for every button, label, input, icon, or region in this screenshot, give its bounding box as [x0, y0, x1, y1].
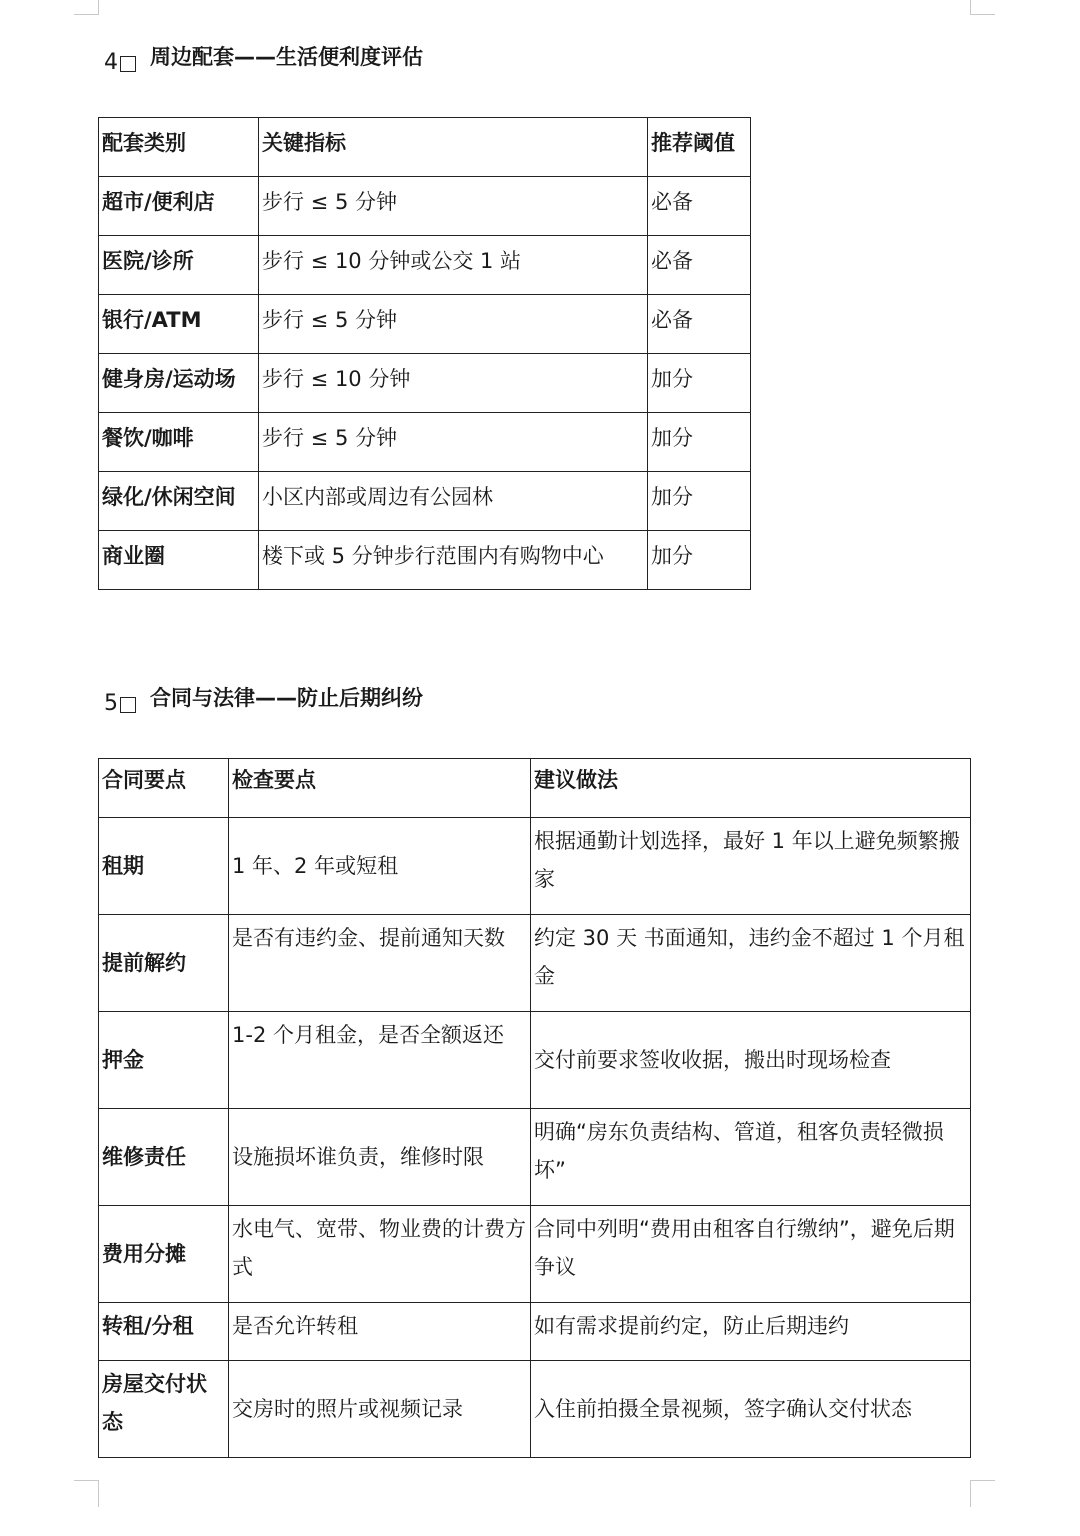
checkbox-placeholder-icon	[120, 697, 136, 713]
table-row	[99, 354, 751, 413]
contract-point-cell: 押金	[99, 1012, 229, 1109]
indicator-cell: 楼下或 5 分钟步行范围内有购物中心	[259, 531, 648, 590]
table-row	[99, 177, 751, 236]
table-row	[99, 1109, 971, 1206]
threshold-cell: 必备	[648, 236, 751, 295]
page-corner-mark-bottom-right	[970, 1480, 995, 1507]
table-row	[99, 1361, 971, 1458]
column-header: 检查要点	[229, 759, 531, 818]
advice-cell: 明确“房东负责结构、管道，租客负责轻微损坏”	[531, 1109, 971, 1206]
amenities-table	[98, 117, 751, 590]
advice-cell: 合同中列明“费用由租客自行缴纳”，避免后期争议	[531, 1206, 971, 1303]
advice-cell: 入住前拍摄全景视频，签字确认交付状态	[531, 1361, 971, 1458]
threshold-cell: 加分	[648, 472, 751, 531]
check-cell: 是否允许转租	[229, 1303, 531, 1361]
check-cell: 1 年、2 年或短租	[229, 818, 531, 915]
advice-cell: 如有需求提前约定，防止后期违约	[531, 1303, 971, 1361]
column-header: 建议做法	[531, 759, 971, 818]
page-corner-mark-top-right	[970, 0, 995, 15]
page-corner-mark-top-left	[74, 0, 99, 15]
column-header: 关键指标	[259, 118, 648, 177]
contract-point-cell: 费用分摊	[99, 1206, 229, 1303]
table-row	[99, 1012, 971, 1109]
table-row	[99, 531, 751, 590]
contract-point-cell: 租期	[99, 818, 229, 915]
contract-point-cell: 转租/分租	[99, 1303, 229, 1361]
column-header: 配套类别	[99, 118, 259, 177]
threshold-cell: 必备	[648, 177, 751, 236]
contract-point-cell: 提前解约	[99, 915, 229, 1012]
section-5-title: 合同与法律——防止后期纠纷	[150, 686, 423, 710]
section-4-number: 4	[104, 50, 118, 75]
column-header: 推荐阈值	[648, 118, 751, 177]
check-cell: 设施损坏谁负责，维修时限	[229, 1109, 531, 1206]
category-cell: 餐饮/咖啡	[99, 413, 259, 472]
indicator-cell: 小区内部或周边有公园林	[259, 472, 648, 531]
table-row	[99, 818, 971, 915]
indicator-cell: 步行 ≤ 5 分钟	[259, 177, 648, 236]
check-cell: 交房时的照片或视频记录	[229, 1361, 531, 1458]
section-5-number: 5	[104, 691, 118, 716]
table-header-row	[99, 759, 971, 818]
contract-point-cell: 房屋交付状态	[99, 1361, 229, 1458]
indicator-cell: 步行 ≤ 5 分钟	[259, 413, 648, 472]
table-row	[99, 236, 751, 295]
section-5-heading	[104, 675, 423, 715]
category-cell: 健身房/运动场	[99, 354, 259, 413]
category-cell: 商业圈	[99, 531, 259, 590]
category-cell: 银行/ATM	[99, 295, 259, 354]
table-row	[99, 1303, 971, 1361]
table-row	[99, 1206, 971, 1303]
threshold-cell: 加分	[648, 354, 751, 413]
section-4-title: 周边配套——生活便利度评估	[150, 45, 423, 69]
table-header-row	[99, 118, 751, 177]
threshold-cell: 必备	[648, 295, 751, 354]
contract-table	[98, 758, 971, 1458]
checkbox-placeholder-icon	[120, 56, 136, 72]
advice-cell: 根据通勤计划选择，最好 1 年以上避免频繁搬家	[531, 818, 971, 915]
indicator-cell: 步行 ≤ 5 分钟	[259, 295, 648, 354]
page-corner-mark-bottom-left	[74, 1480, 99, 1507]
check-cell: 水电气、宽带、物业费的计费方式	[229, 1206, 531, 1303]
check-cell: 1-2 个月租金，是否全额返还	[229, 1012, 531, 1109]
advice-cell: 约定 30 天 书面通知，违约金不超过 1 个月租金	[531, 915, 971, 1012]
threshold-cell: 加分	[648, 531, 751, 590]
table-row	[99, 413, 751, 472]
advice-cell: 交付前要求签收收据，搬出时现场检查	[531, 1012, 971, 1109]
category-cell: 医院/诊所	[99, 236, 259, 295]
section-4-heading	[104, 34, 423, 74]
category-cell: 超市/便利店	[99, 177, 259, 236]
table-row	[99, 472, 751, 531]
check-cell: 是否有违约金、提前通知天数	[229, 915, 531, 1012]
column-header: 合同要点	[99, 759, 229, 818]
contract-point-cell: 维修责任	[99, 1109, 229, 1206]
table-row	[99, 295, 751, 354]
category-cell: 绿化/休闲空间	[99, 472, 259, 531]
table-row	[99, 915, 971, 1012]
indicator-cell: 步行 ≤ 10 分钟或公交 1 站	[259, 236, 648, 295]
threshold-cell: 加分	[648, 413, 751, 472]
indicator-cell: 步行 ≤ 10 分钟	[259, 354, 648, 413]
